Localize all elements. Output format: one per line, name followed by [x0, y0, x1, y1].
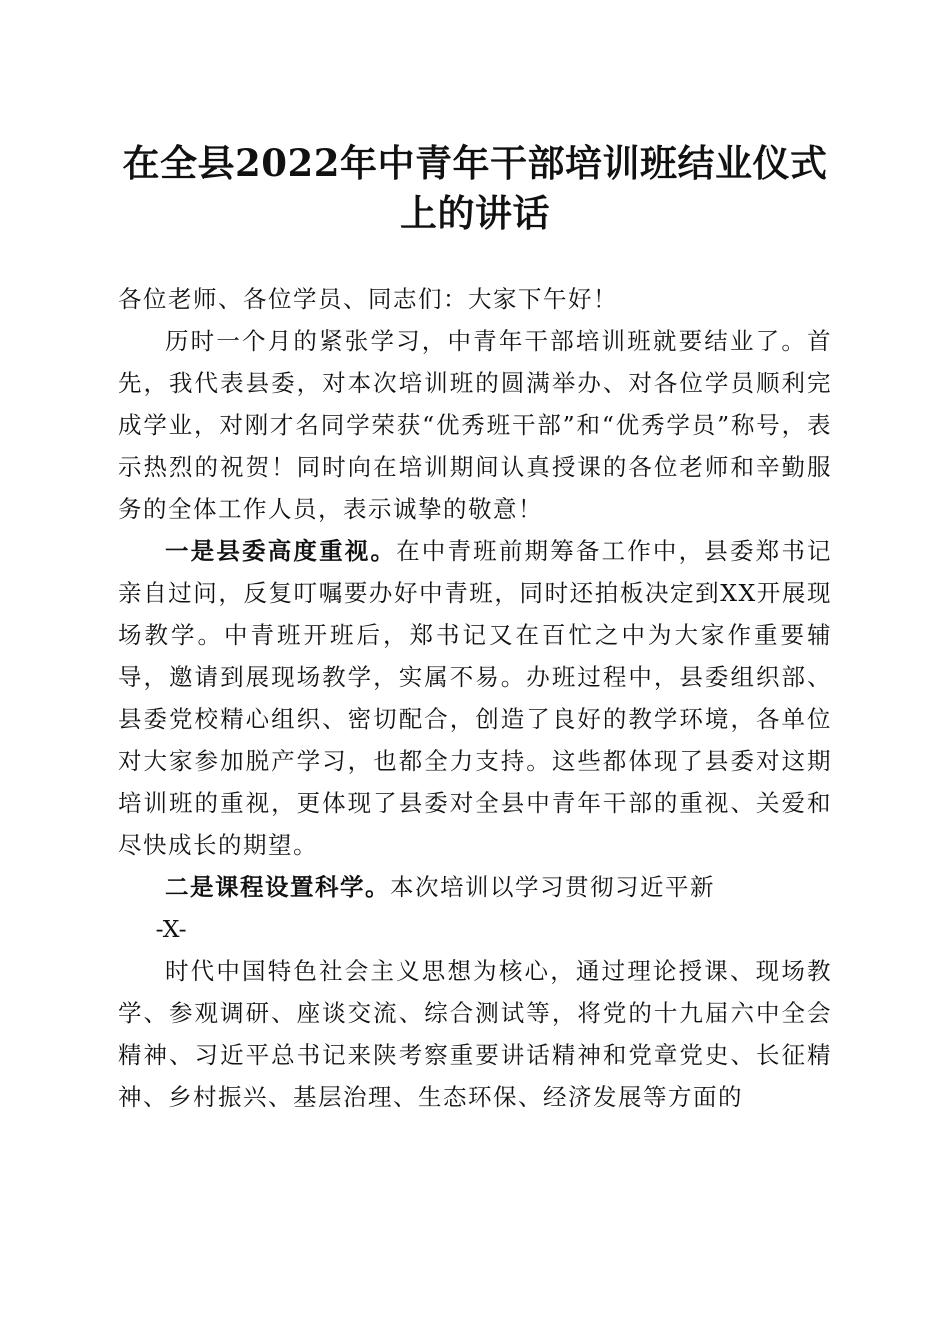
- paragraph-text: 历时一个月的紧张学习，中青年干部培训班就要结业了。首先，我代表县委，对本次培训班的圆满举办、对各位学员顺利完成学业，对刚才名同学荣获“优秀班干部”和“优秀学员”称号，表示热烈的祝贺！同时向在培训期间认真授课的各位老师和辛勤服务的全体工作人员，表示诚挚的敬意！: [118, 327, 832, 523]
- salutation: 各位老师、各位学员、同志们：大家下午好！: [118, 285, 618, 313]
- paragraph-lead: 一是县委高度重视。: [165, 537, 397, 565]
- paragraph-opening: [118, 320, 832, 530]
- paragraph-point-one: [118, 530, 832, 866]
- paragraph-lead: 二是课程设置科学。: [165, 873, 390, 901]
- document-title: 在全县2022年中青年干部培训班结业仪式上的讲话: [122, 141, 828, 235]
- paragraph-text: 在中青班前期筹备工作中，县委郑书记亲自过问，反复叮嘱要办好中青班，同时还拍板决定到XX开展现场教学。中青班开班后，郑书记又在百忙之中为大家作重要辅导，邀请到展现场教学，实属不易。办班过程中，县委组织部、县委党校精心组织、密切配合，创造了良好的教学环境，各单位对大家参加脱产学习，也都全力支持。这些都体现了县委对这期培训班的重视，更体现了县委对全县中青年干部的重视、关爱和尽快成长的期望。: [118, 537, 833, 859]
- paragraph-text: 本次培训以学习贯彻习近平新: [390, 873, 715, 901]
- paragraph-continuation: 时代中国特色社会主义思想为核心，通过理论授课、现场教学、参观调研、座谈交流、综合测试等，将党的十九届六中全会精神、习近平总书记来陕考察重要讲话精神和党章党史、长征精神、乡村振兴、基层治理、生态环保、经济发展等方面的: [118, 957, 832, 1111]
- paragraph-point-two: [118, 866, 832, 908]
- document-body: [118, 278, 832, 1118]
- page-number: -X-: [155, 915, 187, 943]
